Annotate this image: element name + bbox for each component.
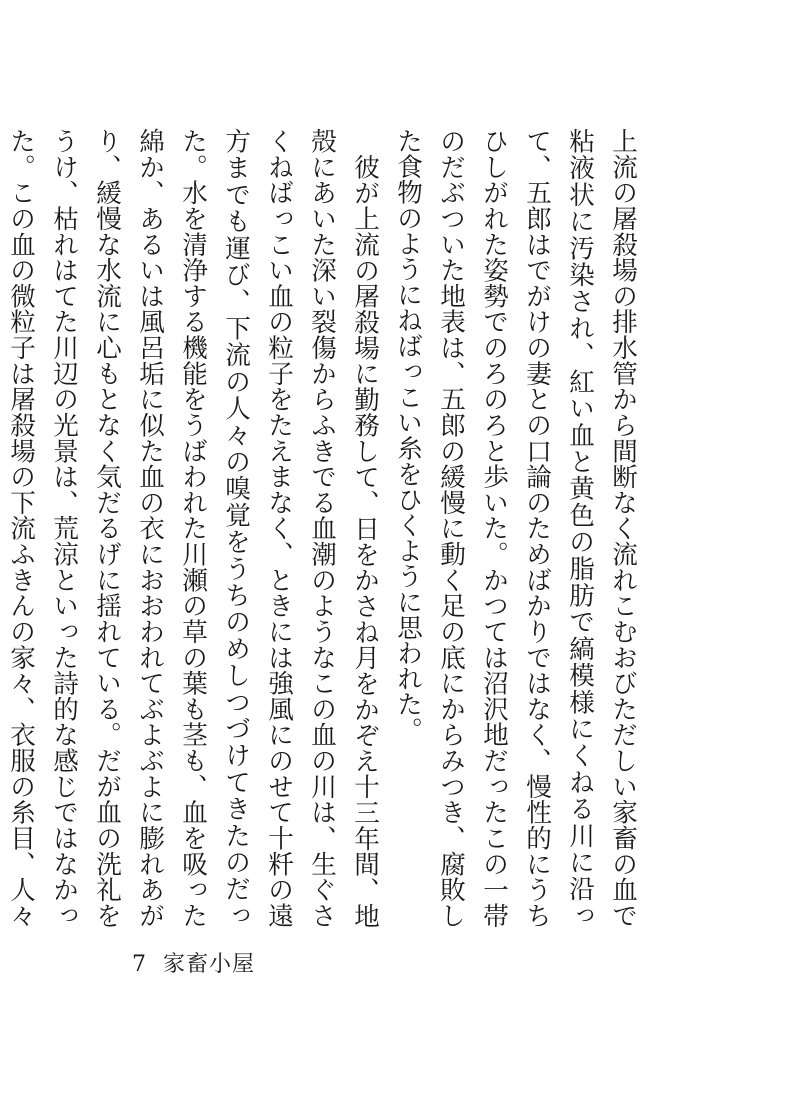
page-number: 7 [132, 952, 147, 977]
vertical-text-body [6, 128, 644, 928]
chapter-title: 家畜小屋 [163, 952, 256, 977]
paragraph-1: 上流の屠殺場の排水管から間断なく流れこむおびただしい家畜の血で粘液状に汚染され、紅い血と黄色の脂肪で縞模様にくねる川に沿って、五郎はでがけの妻との口論のためばかりではなく、慢性的にうちひしがれた姿勢でのろのろと歩いた。かつては沼沢地だったこの一帯のだぶついた地表は、五郎の緩慢に動く足の底にからみつき、腐敗した食物のようにねばっこい糸をひくように思われた。 [393, 128, 638, 928]
page-footer [132, 947, 255, 978]
paragraph-2: 彼が上流の屠殺場に勤務して、日をかさね月をかぞえ十三年間、地殻にあいた深い裂傷からふきでる血潮のようなこの血の川は、生ぐさくねばっこい血の粒子をたえまなく、ときには強風にのせて十粁の遠方までも運び、下流の人々の嗅覚をうちのめしつづけてきたのだった。水を清浄する機能をうばわれた川瀬の草の葉も茎も、血を吸った綿か、あるいは風呂垢に似た血の衣におおわれてぶよぶよに膨れあがり、緩慢な水流に心もとなく気だるげに揺れている。だが血の洗礼をうけ、枯れはてた川辺の光景は、荒涼といった詩的な感じではなかった。この血の微粒子は屠殺場の下流ふきんの家々、衣服の糸目、人々 [6, 128, 380, 928]
